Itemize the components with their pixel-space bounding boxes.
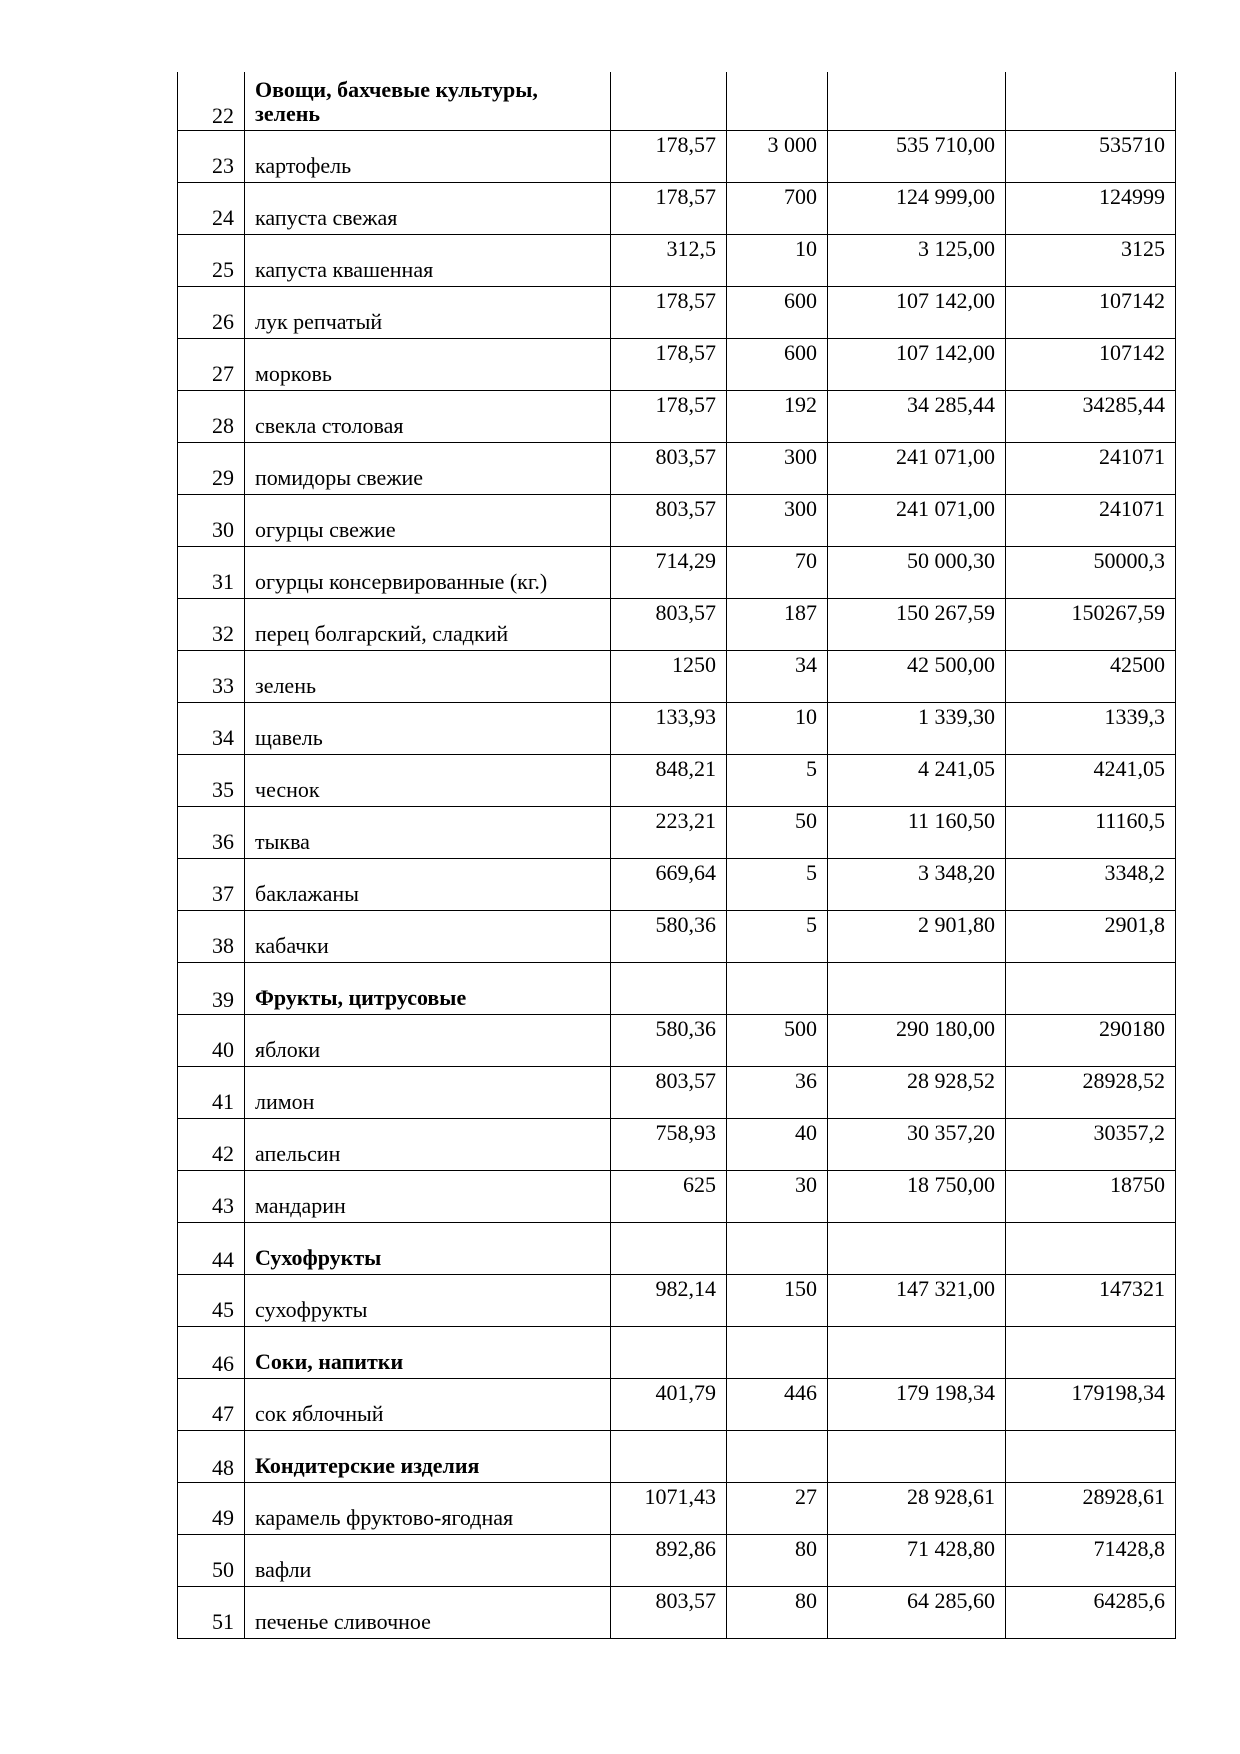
total-cell: 1339,3 [1006, 702, 1176, 754]
price-cell: 178,57 [611, 182, 727, 234]
sum-cell: 107 142,00 [828, 338, 1006, 390]
quantity-cell: 80 [727, 1534, 828, 1586]
quantity-cell: 700 [727, 182, 828, 234]
total-cell: 3125 [1006, 234, 1176, 286]
total-cell [1006, 1326, 1176, 1378]
price-cell: 803,57 [611, 1586, 727, 1638]
quantity-cell: 300 [727, 494, 828, 546]
table-row [178, 234, 1176, 286]
table-row [178, 1274, 1176, 1326]
product-price-table [177, 72, 1176, 1639]
table-row [178, 754, 1176, 806]
sum-cell: 3 348,20 [828, 858, 1006, 910]
total-cell: 241071 [1006, 442, 1176, 494]
quantity-cell [727, 1326, 828, 1378]
quantity-cell [727, 1430, 828, 1482]
price-cell: 178,57 [611, 338, 727, 390]
price-cell: 758,93 [611, 1118, 727, 1170]
row-number-cell: 46 [178, 1326, 245, 1378]
row-number-cell: 51 [178, 1586, 245, 1638]
quantity-cell: 30 [727, 1170, 828, 1222]
table-row [178, 650, 1176, 702]
row-number-cell: 43 [178, 1170, 245, 1222]
table-row [178, 702, 1176, 754]
table-body [178, 72, 1176, 1638]
sum-cell: 1 339,30 [828, 702, 1006, 754]
sum-cell: 241 071,00 [828, 494, 1006, 546]
row-number-cell: 38 [178, 910, 245, 962]
product-name-cell: картофель [245, 130, 611, 182]
quantity-cell: 300 [727, 442, 828, 494]
row-number-cell: 40 [178, 1014, 245, 1066]
quantity-cell [727, 962, 828, 1014]
total-cell [1006, 1430, 1176, 1482]
section-header-row [178, 72, 1176, 130]
price-cell: 982,14 [611, 1274, 727, 1326]
row-number-cell: 41 [178, 1066, 245, 1118]
row-number-cell: 27 [178, 338, 245, 390]
sum-cell: 18 750,00 [828, 1170, 1006, 1222]
quantity-cell [727, 72, 828, 130]
table-row [178, 1586, 1176, 1638]
row-number-cell: 36 [178, 806, 245, 858]
total-cell: 179198,34 [1006, 1378, 1176, 1430]
row-number-cell: 42 [178, 1118, 245, 1170]
row-number-cell: 48 [178, 1430, 245, 1482]
row-number-cell: 33 [178, 650, 245, 702]
total-cell [1006, 1222, 1176, 1274]
table-row [178, 1066, 1176, 1118]
row-number-cell: 26 [178, 286, 245, 338]
price-cell: 580,36 [611, 1014, 727, 1066]
total-cell: 30357,2 [1006, 1118, 1176, 1170]
row-number-cell: 34 [178, 702, 245, 754]
product-name-cell: морковь [245, 338, 611, 390]
sum-cell: 42 500,00 [828, 650, 1006, 702]
price-cell: 803,57 [611, 442, 727, 494]
total-cell: 150267,59 [1006, 598, 1176, 650]
product-name-cell: лук репчатый [245, 286, 611, 338]
row-number-cell: 47 [178, 1378, 245, 1430]
price-cell [611, 1222, 727, 1274]
table-row [178, 1378, 1176, 1430]
product-name-cell: вафли [245, 1534, 611, 1586]
table-row [178, 910, 1176, 962]
product-name-cell: кабачки [245, 910, 611, 962]
total-cell: 28928,61 [1006, 1482, 1176, 1534]
quantity-cell: 40 [727, 1118, 828, 1170]
price-cell: 223,21 [611, 806, 727, 858]
sum-cell: 64 285,60 [828, 1586, 1006, 1638]
table-row [178, 598, 1176, 650]
sum-cell [828, 72, 1006, 130]
product-name-cell: чеснок [245, 754, 611, 806]
sum-cell: 2 901,80 [828, 910, 1006, 962]
price-cell: 580,36 [611, 910, 727, 962]
table-row [178, 1534, 1176, 1586]
sum-cell: 71 428,80 [828, 1534, 1006, 1586]
table-row [178, 1482, 1176, 1534]
quantity-cell: 192 [727, 390, 828, 442]
sum-cell: 28 928,52 [828, 1066, 1006, 1118]
table-row [178, 130, 1176, 182]
sum-cell: 28 928,61 [828, 1482, 1006, 1534]
quantity-cell: 150 [727, 1274, 828, 1326]
price-cell: 312,5 [611, 234, 727, 286]
quantity-cell: 5 [727, 754, 828, 806]
product-name-cell: зелень [245, 650, 611, 702]
total-cell: 34285,44 [1006, 390, 1176, 442]
product-name-cell: апельсин [245, 1118, 611, 1170]
sum-cell: 50 000,30 [828, 546, 1006, 598]
quantity-cell: 600 [727, 338, 828, 390]
row-number-cell: 28 [178, 390, 245, 442]
table-row [178, 1014, 1176, 1066]
section-title-cell: Сухофрукты [245, 1222, 611, 1274]
price-cell: 178,57 [611, 130, 727, 182]
total-cell: 64285,6 [1006, 1586, 1176, 1638]
price-cell: 803,57 [611, 598, 727, 650]
section-header-row [178, 962, 1176, 1014]
table-row [178, 442, 1176, 494]
product-name-cell: перец болгарский, сладкий [245, 598, 611, 650]
product-name-cell: помидоры свежие [245, 442, 611, 494]
price-cell [611, 962, 727, 1014]
section-header-row [178, 1222, 1176, 1274]
product-name-cell: сок яблочный [245, 1378, 611, 1430]
product-name-cell: яблоки [245, 1014, 611, 1066]
total-cell: 50000,3 [1006, 546, 1176, 598]
price-cell: 803,57 [611, 1066, 727, 1118]
sum-cell: 4 241,05 [828, 754, 1006, 806]
quantity-cell: 446 [727, 1378, 828, 1430]
price-cell: 669,64 [611, 858, 727, 910]
table-row [178, 546, 1176, 598]
quantity-cell: 80 [727, 1586, 828, 1638]
sum-cell: 150 267,59 [828, 598, 1006, 650]
price-cell: 1071,43 [611, 1482, 727, 1534]
total-cell: 3348,2 [1006, 858, 1176, 910]
section-header-row [178, 1430, 1176, 1482]
total-cell: 4241,05 [1006, 754, 1176, 806]
price-cell [611, 1430, 727, 1482]
quantity-cell [727, 1222, 828, 1274]
price-cell: 178,57 [611, 390, 727, 442]
row-number-cell: 50 [178, 1534, 245, 1586]
total-cell: 71428,8 [1006, 1534, 1176, 1586]
quantity-cell: 36 [727, 1066, 828, 1118]
total-cell: 147321 [1006, 1274, 1176, 1326]
price-cell: 892,86 [611, 1534, 727, 1586]
quantity-cell: 50 [727, 806, 828, 858]
section-title-cell: Кондитерские изделия [245, 1430, 611, 1482]
price-cell: 848,21 [611, 754, 727, 806]
price-cell: 178,57 [611, 286, 727, 338]
quantity-cell: 5 [727, 858, 828, 910]
row-number-cell: 25 [178, 234, 245, 286]
row-number-cell: 31 [178, 546, 245, 598]
product-name-cell: огурцы свежие [245, 494, 611, 546]
quantity-cell: 10 [727, 702, 828, 754]
row-number-cell: 30 [178, 494, 245, 546]
sum-cell: 179 198,34 [828, 1378, 1006, 1430]
total-cell: 2901,8 [1006, 910, 1176, 962]
sum-cell: 290 180,00 [828, 1014, 1006, 1066]
product-name-cell: огурцы консервированные (кг.) [245, 546, 611, 598]
quantity-cell: 500 [727, 1014, 828, 1066]
product-name-cell: капуста квашенная [245, 234, 611, 286]
price-cell: 803,57 [611, 494, 727, 546]
total-cell: 241071 [1006, 494, 1176, 546]
price-cell: 714,29 [611, 546, 727, 598]
quantity-cell: 187 [727, 598, 828, 650]
table-row [178, 806, 1176, 858]
table-row [178, 390, 1176, 442]
sum-cell [828, 1326, 1006, 1378]
price-cell: 625 [611, 1170, 727, 1222]
total-cell: 107142 [1006, 286, 1176, 338]
price-cell: 401,79 [611, 1378, 727, 1430]
sum-cell: 30 357,20 [828, 1118, 1006, 1170]
quantity-cell: 3 000 [727, 130, 828, 182]
product-name-cell: карамель фруктово-ягодная [245, 1482, 611, 1534]
row-number-cell: 44 [178, 1222, 245, 1274]
row-number-cell: 32 [178, 598, 245, 650]
row-number-cell: 49 [178, 1482, 245, 1534]
product-name-cell: баклажаны [245, 858, 611, 910]
price-cell [611, 72, 727, 130]
product-name-cell: лимон [245, 1066, 611, 1118]
sum-cell: 3 125,00 [828, 234, 1006, 286]
quantity-cell: 34 [727, 650, 828, 702]
product-name-cell: капуста свежая [245, 182, 611, 234]
product-name-cell: мандарин [245, 1170, 611, 1222]
sum-cell: 147 321,00 [828, 1274, 1006, 1326]
section-title-cell: Овощи, бахчевые культуры, зелень [245, 72, 611, 130]
total-cell: 535710 [1006, 130, 1176, 182]
sum-cell: 34 285,44 [828, 390, 1006, 442]
total-cell: 42500 [1006, 650, 1176, 702]
section-header-row [178, 1326, 1176, 1378]
quantity-cell: 70 [727, 546, 828, 598]
total-cell: 107142 [1006, 338, 1176, 390]
product-name-cell: сухофрукты [245, 1274, 611, 1326]
table-row [178, 182, 1176, 234]
price-cell [611, 1326, 727, 1378]
table-row [178, 338, 1176, 390]
sum-cell: 124 999,00 [828, 182, 1006, 234]
row-number-cell: 37 [178, 858, 245, 910]
sum-cell [828, 1222, 1006, 1274]
table-row [178, 1170, 1176, 1222]
section-title-cell: Соки, напитки [245, 1326, 611, 1378]
total-cell: 11160,5 [1006, 806, 1176, 858]
row-number-cell: 24 [178, 182, 245, 234]
table-row [178, 858, 1176, 910]
row-number-cell: 22 [178, 72, 245, 130]
total-cell [1006, 72, 1176, 130]
sum-cell [828, 962, 1006, 1014]
sum-cell: 535 710,00 [828, 130, 1006, 182]
table-row [178, 494, 1176, 546]
total-cell: 290180 [1006, 1014, 1176, 1066]
quantity-cell: 10 [727, 234, 828, 286]
product-name-cell: печенье сливочное [245, 1586, 611, 1638]
product-name-cell: щавель [245, 702, 611, 754]
table-row [178, 286, 1176, 338]
quantity-cell: 600 [727, 286, 828, 338]
row-number-cell: 39 [178, 962, 245, 1014]
product-name-cell: свекла столовая [245, 390, 611, 442]
total-cell [1006, 962, 1176, 1014]
total-cell: 18750 [1006, 1170, 1176, 1222]
sum-cell [828, 1430, 1006, 1482]
sum-cell: 241 071,00 [828, 442, 1006, 494]
row-number-cell: 29 [178, 442, 245, 494]
total-cell: 124999 [1006, 182, 1176, 234]
row-number-cell: 45 [178, 1274, 245, 1326]
table-row [178, 1118, 1176, 1170]
total-cell: 28928,52 [1006, 1066, 1176, 1118]
product-name-cell: тыква [245, 806, 611, 858]
sum-cell: 107 142,00 [828, 286, 1006, 338]
quantity-cell: 5 [727, 910, 828, 962]
quantity-cell: 27 [727, 1482, 828, 1534]
price-cell: 1250 [611, 650, 727, 702]
row-number-cell: 23 [178, 130, 245, 182]
section-title-cell: Фрукты, цитрусовые [245, 962, 611, 1014]
row-number-cell: 35 [178, 754, 245, 806]
price-cell: 133,93 [611, 702, 727, 754]
sum-cell: 11 160,50 [828, 806, 1006, 858]
